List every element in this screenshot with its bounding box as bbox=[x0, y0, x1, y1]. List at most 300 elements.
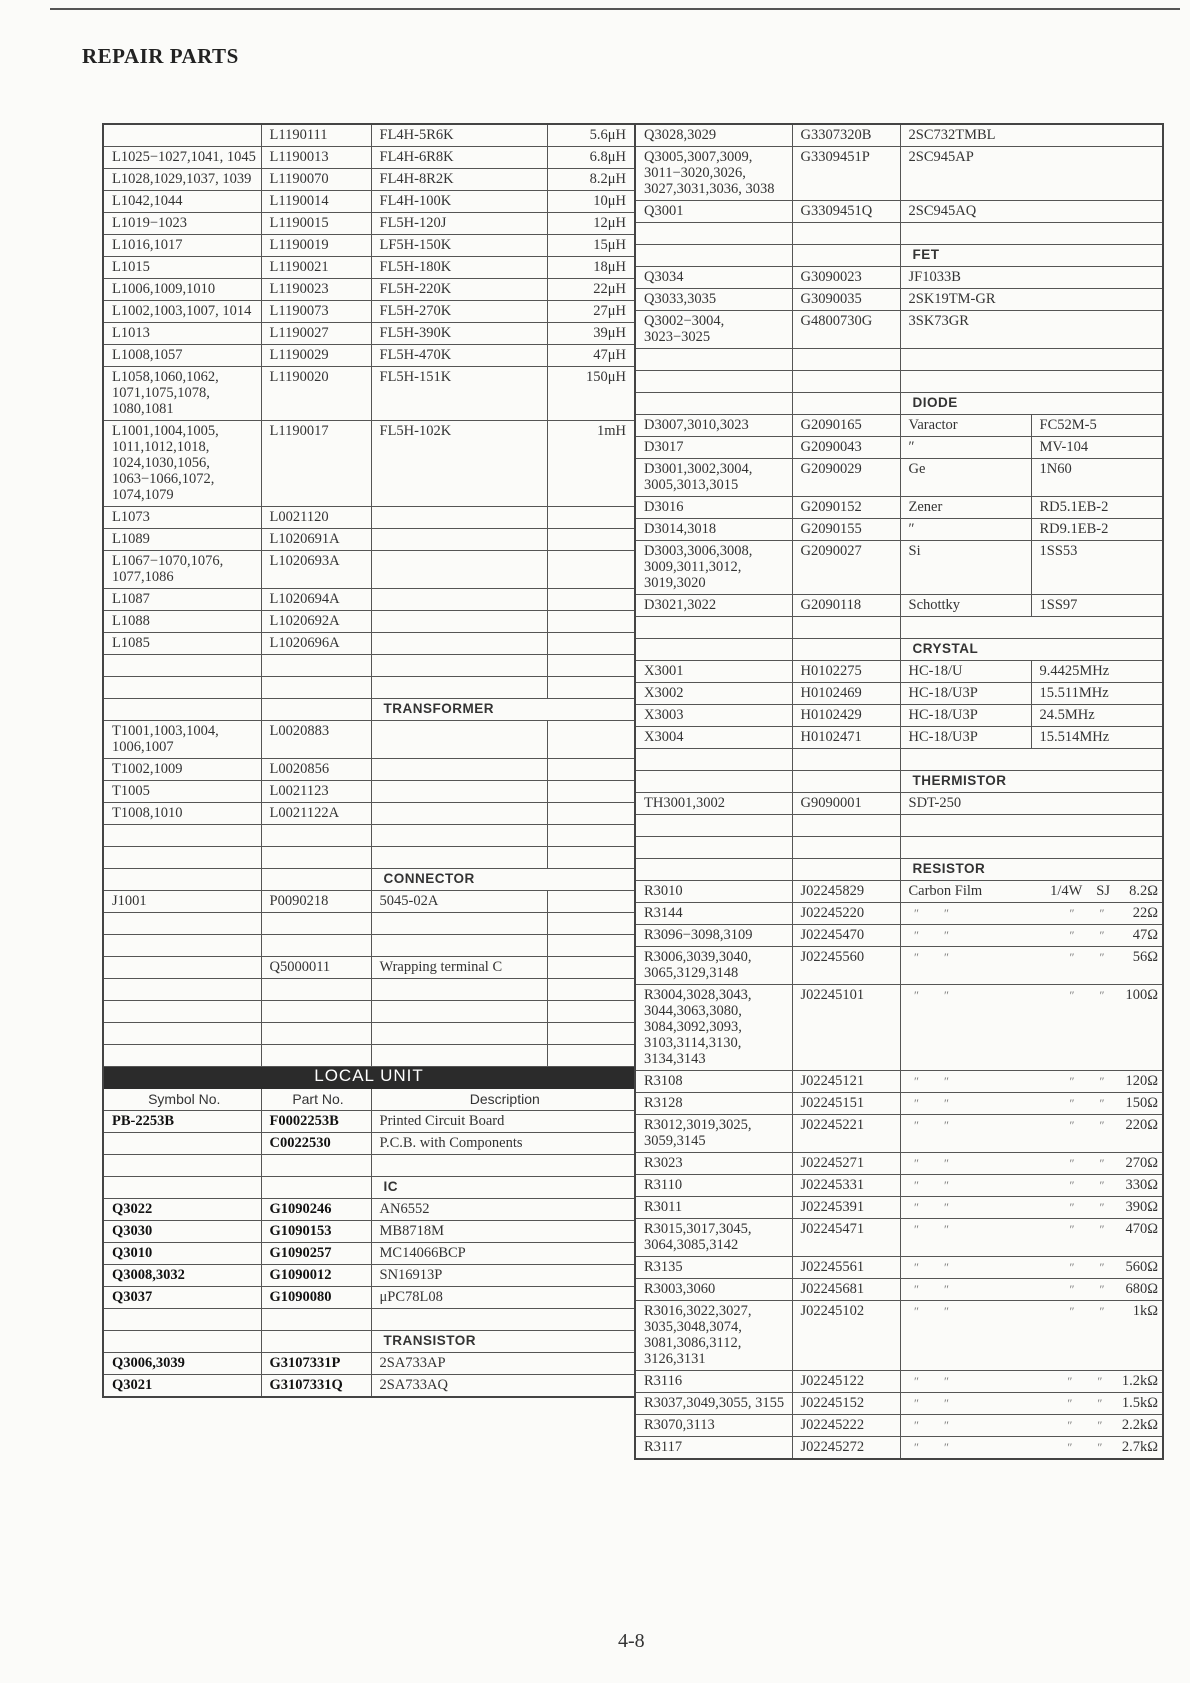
resistor-spec-cell bbox=[900, 881, 1163, 903]
description-cell bbox=[900, 815, 1163, 837]
empty-cell bbox=[103, 1177, 261, 1199]
value-cell: 22μH bbox=[547, 279, 635, 301]
symbol-cell: L1008,1057 bbox=[103, 345, 261, 367]
wattage-label: ″ bbox=[1069, 1260, 1075, 1274]
table-row bbox=[103, 633, 635, 655]
tolerance-label: ″ bbox=[1099, 1304, 1105, 1318]
symbol-cell: Q3005,3007,3009, 3011−3020,3026, 3027,3031,3036, 3038 bbox=[635, 147, 792, 201]
part-number-cell: L1190021 bbox=[261, 257, 371, 279]
material-ditto: ″ bbox=[944, 1440, 949, 1454]
part-number-cell: G3107331P bbox=[261, 1353, 371, 1375]
part-number-cell bbox=[792, 371, 900, 393]
value-cell bbox=[547, 825, 635, 847]
symbol-cell: R3108 bbox=[635, 1071, 792, 1093]
description-cell: FL4H-100K bbox=[371, 191, 547, 213]
symbol-cell: D3007,3010,3023 bbox=[635, 415, 792, 437]
symbol-cell: R3012,3019,3025, 3059,3145 bbox=[635, 1115, 792, 1153]
material-ditto: ″ bbox=[944, 1156, 949, 1170]
table-row bbox=[635, 1437, 1163, 1460]
symbol-cell: R3110 bbox=[635, 1175, 792, 1197]
section-row bbox=[103, 1177, 635, 1199]
type-cell: MV-104 bbox=[1031, 437, 1163, 459]
symbol-cell: T1002,1009 bbox=[103, 759, 261, 781]
table-row bbox=[635, 1415, 1163, 1437]
table-row bbox=[635, 903, 1163, 925]
table-row bbox=[635, 289, 1163, 311]
description-cell: FL5H-470K bbox=[371, 345, 547, 367]
empty-cell bbox=[261, 699, 371, 721]
material-label: ″ bbox=[914, 1374, 919, 1388]
part-number-cell: L1190029 bbox=[261, 345, 371, 367]
symbol-cell bbox=[103, 677, 261, 699]
part-number-cell: Q5000011 bbox=[261, 957, 371, 979]
symbol-cell: L1002,1003,1007, 1014 bbox=[103, 301, 261, 323]
description-cell: Zener bbox=[900, 497, 1031, 519]
section-heading: CONNECTOR bbox=[371, 869, 635, 891]
value-cell bbox=[547, 979, 635, 1001]
value-cell bbox=[547, 721, 635, 759]
symbol-cell: T1005 bbox=[103, 781, 261, 803]
material-label: ″ bbox=[914, 1156, 919, 1170]
table-row bbox=[103, 1309, 635, 1331]
table-row bbox=[635, 1371, 1163, 1393]
value-cell bbox=[547, 957, 635, 979]
material-label: Carbon Film bbox=[908, 883, 983, 899]
part-number-cell: L1190111 bbox=[261, 124, 371, 147]
part-number-cell bbox=[261, 1309, 371, 1331]
symbol-cell bbox=[635, 617, 792, 639]
description-cell: 2SC732TMBL bbox=[900, 124, 1163, 147]
table-row bbox=[103, 847, 635, 869]
symbol-cell: R3135 bbox=[635, 1257, 792, 1279]
symbol-cell bbox=[103, 935, 261, 957]
part-number-cell: G2090027 bbox=[792, 541, 900, 595]
wattage-label: ″ bbox=[1069, 1074, 1075, 1088]
wattage-label: ″ bbox=[1069, 988, 1075, 1002]
material-ditto: ″ bbox=[944, 1222, 949, 1236]
part-number-cell: L1190013 bbox=[261, 147, 371, 169]
section-heading: CRYSTAL bbox=[900, 639, 1163, 661]
value-cell bbox=[547, 1023, 635, 1045]
table-row bbox=[103, 677, 635, 699]
table-row bbox=[635, 749, 1163, 771]
value-cell: 150μH bbox=[547, 367, 635, 421]
part-number-cell: L0020883 bbox=[261, 721, 371, 759]
description-cell bbox=[371, 1309, 635, 1331]
part-number-cell: L0021123 bbox=[261, 781, 371, 803]
empty-cell bbox=[635, 859, 792, 881]
part-number-cell: G2090165 bbox=[792, 415, 900, 437]
resistance-value: 2.7kΩ bbox=[1121, 1439, 1159, 1455]
description-cell: P.C.B. with Components bbox=[371, 1133, 635, 1155]
table-row bbox=[635, 371, 1163, 393]
section-row bbox=[635, 639, 1163, 661]
symbol-cell: R3096−3098,3109 bbox=[635, 925, 792, 947]
part-number-cell: L1190027 bbox=[261, 323, 371, 345]
table-row bbox=[103, 1287, 635, 1309]
value-cell: 12μH bbox=[547, 213, 635, 235]
table-row bbox=[103, 367, 635, 421]
part-number-cell: J02245102 bbox=[792, 1301, 900, 1371]
part-number-cell: H0102469 bbox=[792, 683, 900, 705]
part-number-cell bbox=[261, 913, 371, 935]
symbol-cell: D3001,3002,3004, 3005,3013,3015 bbox=[635, 459, 792, 497]
value-cell bbox=[547, 589, 635, 611]
part-number-cell: L1190015 bbox=[261, 213, 371, 235]
table-row bbox=[103, 1155, 635, 1177]
type-cell: 9.4425MHz bbox=[1031, 661, 1163, 683]
part-number-cell bbox=[792, 815, 900, 837]
description-cell bbox=[371, 781, 547, 803]
value-cell: 1mH bbox=[547, 421, 635, 507]
type-cell: 1SS97 bbox=[1031, 595, 1163, 617]
symbol-cell: R3011 bbox=[635, 1197, 792, 1219]
value-cell: 6.8μH bbox=[547, 147, 635, 169]
table-row bbox=[103, 169, 635, 191]
tolerance-label: ″ bbox=[1097, 1440, 1103, 1454]
description-cell: AN6552 bbox=[371, 1199, 635, 1221]
table-row bbox=[635, 311, 1163, 349]
value-cell bbox=[547, 1001, 635, 1023]
symbol-cell: L1028,1029,1037, 1039 bbox=[103, 169, 261, 191]
symbol-cell bbox=[103, 1045, 261, 1067]
symbol-cell bbox=[635, 837, 792, 859]
empty-cell bbox=[635, 771, 792, 793]
value-cell bbox=[547, 551, 635, 589]
description-cell: HC-18/U bbox=[900, 661, 1031, 683]
table-row bbox=[103, 191, 635, 213]
symbol-cell: Q3001 bbox=[635, 201, 792, 223]
material-label: ″ bbox=[914, 1304, 919, 1318]
empty-cell bbox=[103, 869, 261, 891]
resistance-value: 120Ω bbox=[1125, 1073, 1159, 1089]
description-cell: Schottky bbox=[900, 595, 1031, 617]
tolerance-label: ″ bbox=[1097, 1396, 1103, 1410]
table-row bbox=[635, 793, 1163, 815]
page-title: REPAIR PARTS bbox=[82, 44, 239, 68]
tolerance-label: ″ bbox=[1099, 1222, 1105, 1236]
resistor-spec-cell bbox=[900, 947, 1163, 985]
wattage-label: 1/4W bbox=[1050, 883, 1083, 899]
empty-cell bbox=[103, 699, 261, 721]
description-cell: 2SC945AP bbox=[900, 147, 1163, 201]
section-heading: THERMISTOR bbox=[900, 771, 1163, 793]
value-cell bbox=[547, 677, 635, 699]
part-number-cell: G1090246 bbox=[261, 1199, 371, 1221]
symbol-cell: D3017 bbox=[635, 437, 792, 459]
material-label: ″ bbox=[914, 950, 919, 964]
description-cell: FL5H-151K bbox=[371, 367, 547, 421]
empty-cell bbox=[261, 1177, 371, 1199]
description-cell: HC-18/U3P bbox=[900, 727, 1031, 749]
symbol-cell bbox=[103, 979, 261, 1001]
table-row bbox=[635, 1093, 1163, 1115]
table-row bbox=[635, 1175, 1163, 1197]
description-cell: 2SK19TM-GR bbox=[900, 289, 1163, 311]
table-row bbox=[635, 881, 1163, 903]
section-heading: FET bbox=[900, 245, 1163, 267]
part-number-cell: L1020693A bbox=[261, 551, 371, 589]
table-row bbox=[103, 803, 635, 825]
description-cell bbox=[371, 507, 547, 529]
symbol-cell: L1015 bbox=[103, 257, 261, 279]
description-cell: 5045-02A bbox=[371, 891, 547, 913]
description-cell bbox=[371, 633, 547, 655]
tolerance-label: ″ bbox=[1099, 1200, 1105, 1214]
table-row bbox=[635, 147, 1163, 201]
description-cell bbox=[371, 655, 547, 677]
part-number-cell bbox=[261, 847, 371, 869]
resistance-value: 22Ω bbox=[1132, 905, 1159, 921]
header-description: Description bbox=[371, 1089, 635, 1111]
wattage-label: ″ bbox=[1069, 1178, 1075, 1192]
material-label: ″ bbox=[914, 1418, 919, 1432]
table-row bbox=[635, 1219, 1163, 1257]
table-row bbox=[635, 223, 1163, 245]
description-cell bbox=[371, 1155, 635, 1177]
table-row bbox=[635, 1257, 1163, 1279]
value-cell bbox=[547, 759, 635, 781]
value-cell bbox=[547, 913, 635, 935]
type-cell: 1N60 bbox=[1031, 459, 1163, 497]
type-cell: FC52M-5 bbox=[1031, 415, 1163, 437]
description-cell: 3SK73GR bbox=[900, 311, 1163, 349]
part-number-cell: J02245561 bbox=[792, 1257, 900, 1279]
table-row bbox=[635, 459, 1163, 497]
part-number-cell: L1190023 bbox=[261, 279, 371, 301]
table-row bbox=[103, 611, 635, 633]
symbol-cell: R3004,3028,3043, 3044,3063,3080, 3084,3092,3093, 3103,3114,3130, 3134,3143 bbox=[635, 985, 792, 1071]
table-row bbox=[103, 759, 635, 781]
table-row bbox=[635, 415, 1163, 437]
table-row bbox=[103, 979, 635, 1001]
material-ditto: ″ bbox=[944, 1096, 949, 1110]
local-unit-header bbox=[103, 1089, 635, 1111]
material-ditto: ″ bbox=[944, 1374, 949, 1388]
wattage-label: ″ bbox=[1069, 1222, 1075, 1236]
symbol-cell: X3004 bbox=[635, 727, 792, 749]
symbol-cell: Q3010 bbox=[103, 1243, 261, 1265]
part-number-cell: G2090118 bbox=[792, 595, 900, 617]
resistance-value: 270Ω bbox=[1125, 1155, 1159, 1171]
part-number-cell bbox=[792, 749, 900, 771]
description-cell: FL4H-5R6K bbox=[371, 124, 547, 147]
resistance-value: 150Ω bbox=[1125, 1095, 1159, 1111]
resistor-spec-cell bbox=[900, 1279, 1163, 1301]
part-number-cell: L1190019 bbox=[261, 235, 371, 257]
table-row bbox=[103, 147, 635, 169]
resistor-spec-cell bbox=[900, 1257, 1163, 1279]
table-row bbox=[635, 1393, 1163, 1415]
table-row bbox=[103, 589, 635, 611]
top-rule bbox=[50, 8, 1180, 10]
material-label: ″ bbox=[914, 988, 919, 1002]
part-number-cell: G4800730G bbox=[792, 311, 900, 349]
material-ditto: ″ bbox=[944, 1304, 949, 1318]
resistance-value: 560Ω bbox=[1125, 1259, 1159, 1275]
resistor-spec-cell bbox=[900, 903, 1163, 925]
symbol-cell: L1013 bbox=[103, 323, 261, 345]
table-row bbox=[635, 267, 1163, 289]
symbol-cell: R3117 bbox=[635, 1437, 792, 1460]
part-number-cell: L1190073 bbox=[261, 301, 371, 323]
material-label: ″ bbox=[914, 1222, 919, 1236]
part-number-cell bbox=[792, 349, 900, 371]
empty-cell bbox=[635, 393, 792, 415]
empty-cell bbox=[792, 771, 900, 793]
resistor-spec-cell bbox=[900, 1115, 1163, 1153]
material-ditto: ″ bbox=[944, 1282, 949, 1296]
description-cell bbox=[900, 223, 1163, 245]
section-heading: TRANSISTOR bbox=[371, 1331, 635, 1353]
value-cell bbox=[547, 847, 635, 869]
symbol-cell: Q3006,3039 bbox=[103, 1353, 261, 1375]
resistance-value: 220Ω bbox=[1125, 1117, 1159, 1133]
description-cell bbox=[900, 349, 1163, 371]
resistor-spec-cell bbox=[900, 1175, 1163, 1197]
symbol-cell: Q3022 bbox=[103, 1199, 261, 1221]
material-label: ″ bbox=[914, 1200, 919, 1214]
table-row bbox=[103, 1111, 635, 1133]
description-cell bbox=[371, 803, 547, 825]
value-cell: 47μH bbox=[547, 345, 635, 367]
section-heading: IC bbox=[371, 1177, 635, 1199]
description-cell: FL4H-6R8K bbox=[371, 147, 547, 169]
symbol-cell: Q3002−3004, 3023−3025 bbox=[635, 311, 792, 349]
value-cell bbox=[547, 655, 635, 677]
tolerance-label: ″ bbox=[1099, 1260, 1105, 1274]
symbol-cell: L1058,1060,1062, 1071,1075,1078, 1080,1081 bbox=[103, 367, 261, 421]
symbol-cell: R3010 bbox=[635, 881, 792, 903]
table-row bbox=[103, 935, 635, 957]
table-row bbox=[103, 257, 635, 279]
symbol-cell: PB-2253B bbox=[103, 1111, 261, 1133]
table-row bbox=[103, 551, 635, 589]
description-cell bbox=[371, 1023, 547, 1045]
description-cell bbox=[900, 749, 1163, 771]
table-row bbox=[103, 213, 635, 235]
material-label: ″ bbox=[914, 1096, 919, 1110]
description-cell: Si bbox=[900, 541, 1031, 595]
table-row bbox=[103, 825, 635, 847]
value-cell bbox=[547, 529, 635, 551]
resistor-spec-cell bbox=[900, 985, 1163, 1071]
part-number-cell: L1020692A bbox=[261, 611, 371, 633]
table-row bbox=[635, 985, 1163, 1071]
symbol-cell bbox=[635, 371, 792, 393]
table-row bbox=[635, 727, 1163, 749]
table-row bbox=[635, 947, 1163, 985]
tolerance-label: ″ bbox=[1099, 1118, 1105, 1132]
part-number-cell: L1190020 bbox=[261, 367, 371, 421]
symbol-cell: Q3030 bbox=[103, 1221, 261, 1243]
section-row bbox=[635, 393, 1163, 415]
part-number-cell: G1090080 bbox=[261, 1287, 371, 1309]
table-row bbox=[103, 421, 635, 507]
description-cell bbox=[371, 1001, 547, 1023]
section-heading: RESISTOR bbox=[900, 859, 1163, 881]
part-number-cell: G3307320B bbox=[792, 124, 900, 147]
section-row bbox=[103, 1331, 635, 1353]
material-label: ″ bbox=[914, 1260, 919, 1274]
resistor-spec-cell bbox=[900, 1301, 1163, 1371]
part-number-cell bbox=[261, 979, 371, 1001]
wattage-label: ″ bbox=[1069, 906, 1075, 920]
description-cell: FL4H-8R2K bbox=[371, 169, 547, 191]
table-row bbox=[103, 1375, 635, 1398]
table-row bbox=[635, 925, 1163, 947]
section-row bbox=[635, 245, 1163, 267]
symbol-cell bbox=[103, 124, 261, 147]
value-cell: 8.2μH bbox=[547, 169, 635, 191]
symbol-cell: Q3034 bbox=[635, 267, 792, 289]
part-number-cell: L1020696A bbox=[261, 633, 371, 655]
table-row bbox=[103, 1199, 635, 1221]
part-number-cell: H0102471 bbox=[792, 727, 900, 749]
symbol-cell: L1042,1044 bbox=[103, 191, 261, 213]
value-cell bbox=[547, 611, 635, 633]
symbol-cell bbox=[635, 815, 792, 837]
material-label: ″ bbox=[914, 906, 919, 920]
wattage-label: ″ bbox=[1069, 1304, 1075, 1318]
table-row bbox=[103, 124, 635, 147]
symbol-cell: X3002 bbox=[635, 683, 792, 705]
symbol-cell: R3128 bbox=[635, 1093, 792, 1115]
part-number-cell: G1090153 bbox=[261, 1221, 371, 1243]
empty-cell bbox=[792, 245, 900, 267]
table-row bbox=[635, 1279, 1163, 1301]
table-row bbox=[103, 1045, 635, 1067]
symbol-cell: L1025−1027,1041, 1045 bbox=[103, 147, 261, 169]
resistance-value: 56Ω bbox=[1132, 949, 1159, 965]
wattage-label: ″ bbox=[1067, 1374, 1073, 1388]
tolerance-label: ″ bbox=[1099, 928, 1105, 942]
table-row bbox=[103, 913, 635, 935]
description-cell bbox=[371, 979, 547, 1001]
wattage-label: ″ bbox=[1069, 950, 1075, 964]
table-row bbox=[103, 301, 635, 323]
table-row bbox=[103, 1221, 635, 1243]
table-row bbox=[635, 617, 1163, 639]
value-cell: 39μH bbox=[547, 323, 635, 345]
header-part: Part No. bbox=[261, 1089, 371, 1111]
symbol-cell bbox=[103, 1309, 261, 1331]
part-number-cell: F0002253B bbox=[261, 1111, 371, 1133]
symbol-cell: D3016 bbox=[635, 497, 792, 519]
resistance-value: 8.2Ω bbox=[1129, 883, 1159, 899]
symbol-cell: L1016,1017 bbox=[103, 235, 261, 257]
section-row bbox=[103, 699, 635, 721]
empty-cell bbox=[103, 1331, 261, 1353]
type-cell: 15.514MHz bbox=[1031, 727, 1163, 749]
material-label: ″ bbox=[914, 1074, 919, 1088]
description-cell: FL5H-102K bbox=[371, 421, 547, 507]
material-label: ″ bbox=[914, 1118, 919, 1132]
description-cell: Ge bbox=[900, 459, 1031, 497]
part-number-cell: P0090218 bbox=[261, 891, 371, 913]
symbol-cell bbox=[635, 223, 792, 245]
description-cell: HC-18/U3P bbox=[900, 705, 1031, 727]
resistor-spec-cell bbox=[900, 1371, 1163, 1393]
table-row bbox=[635, 437, 1163, 459]
resistance-value: 680Ω bbox=[1125, 1281, 1159, 1297]
part-number-cell: J02245829 bbox=[792, 881, 900, 903]
symbol-cell: X3001 bbox=[635, 661, 792, 683]
table-row bbox=[635, 837, 1163, 859]
description-cell bbox=[900, 371, 1163, 393]
material-label: ″ bbox=[914, 1282, 919, 1296]
type-cell: 15.511MHz bbox=[1031, 683, 1163, 705]
